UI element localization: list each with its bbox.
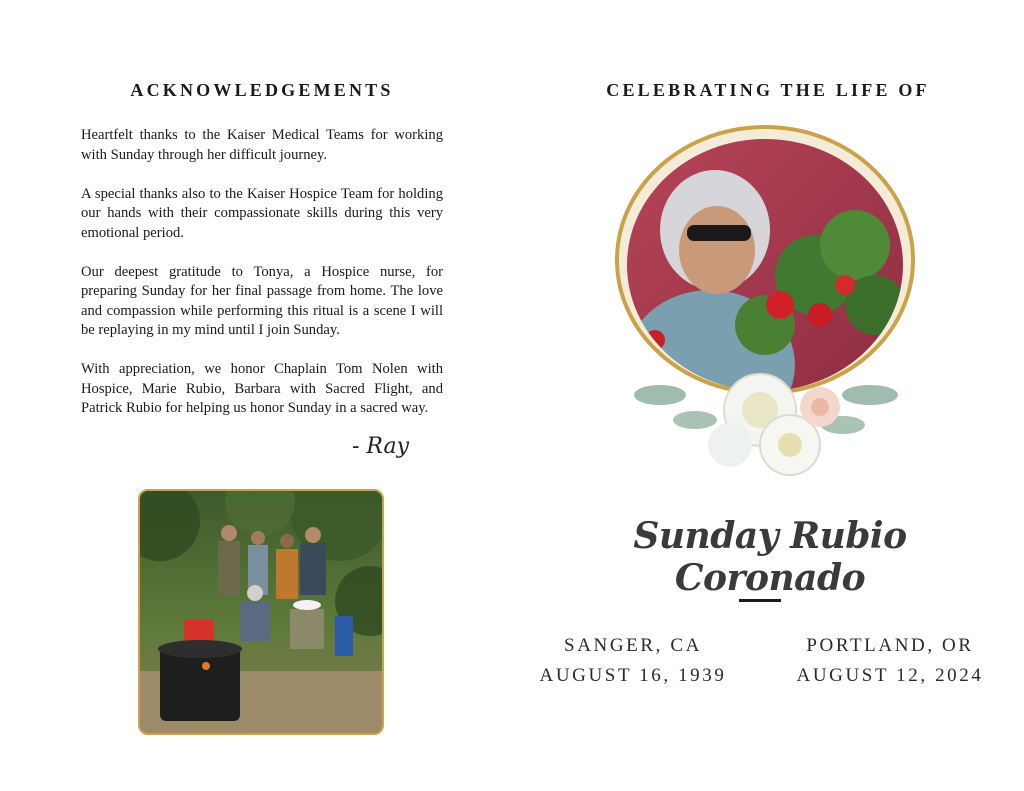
ack-paragraph: Our deepest gratitude to Tonya, a Hospice nurse, for preparing Sunday for her final passage from home. The love and compassion while performing this ritual is a scene I will be replaying in my mind until I join Sunday.	[81, 263, 443, 338]
group-photo-image	[140, 491, 382, 733]
birth-date: AUGUST 16, 1939	[539, 665, 727, 686]
death-place: PORTLAND, OR	[806, 635, 974, 656]
signature: - Ray	[352, 434, 410, 459]
portrait-frame	[615, 125, 925, 495]
decedent-name: Sunday Rubio Coronado	[633, 515, 907, 599]
ack-paragraph: With appreciation, we honor Chaplain Tom Nolen with Hospice, Marie Rubio, Barbara with Sacred Flight, and Patrick Rubio for helping us honor Sunday in a sacred way.	[81, 361, 443, 416]
portrait-image	[615, 125, 925, 495]
ack-paragraph: Heartfelt thanks to the Kaiser Medical Teams for working with Sunday through her difficult journey.	[81, 127, 443, 163]
celebrating-heading: CELEBRATING THE LIFE OF	[606, 80, 930, 100]
acknowledgements-heading: ACKNOWLEDGEMENTS	[130, 80, 394, 100]
ack-paragraph: A special thanks also to the Kaiser Hospice Team for holding our hands with their compassionate skills during this very emotional period.	[81, 185, 443, 241]
death-info	[790, 631, 990, 691]
birth-place: SANGER, CA	[564, 635, 702, 656]
divider-line	[739, 599, 781, 602]
death-date: AUGUST 12, 2024	[796, 665, 984, 686]
birth-info	[528, 631, 738, 691]
acknowledgements-body	[81, 126, 443, 438]
group-photo	[138, 489, 384, 735]
